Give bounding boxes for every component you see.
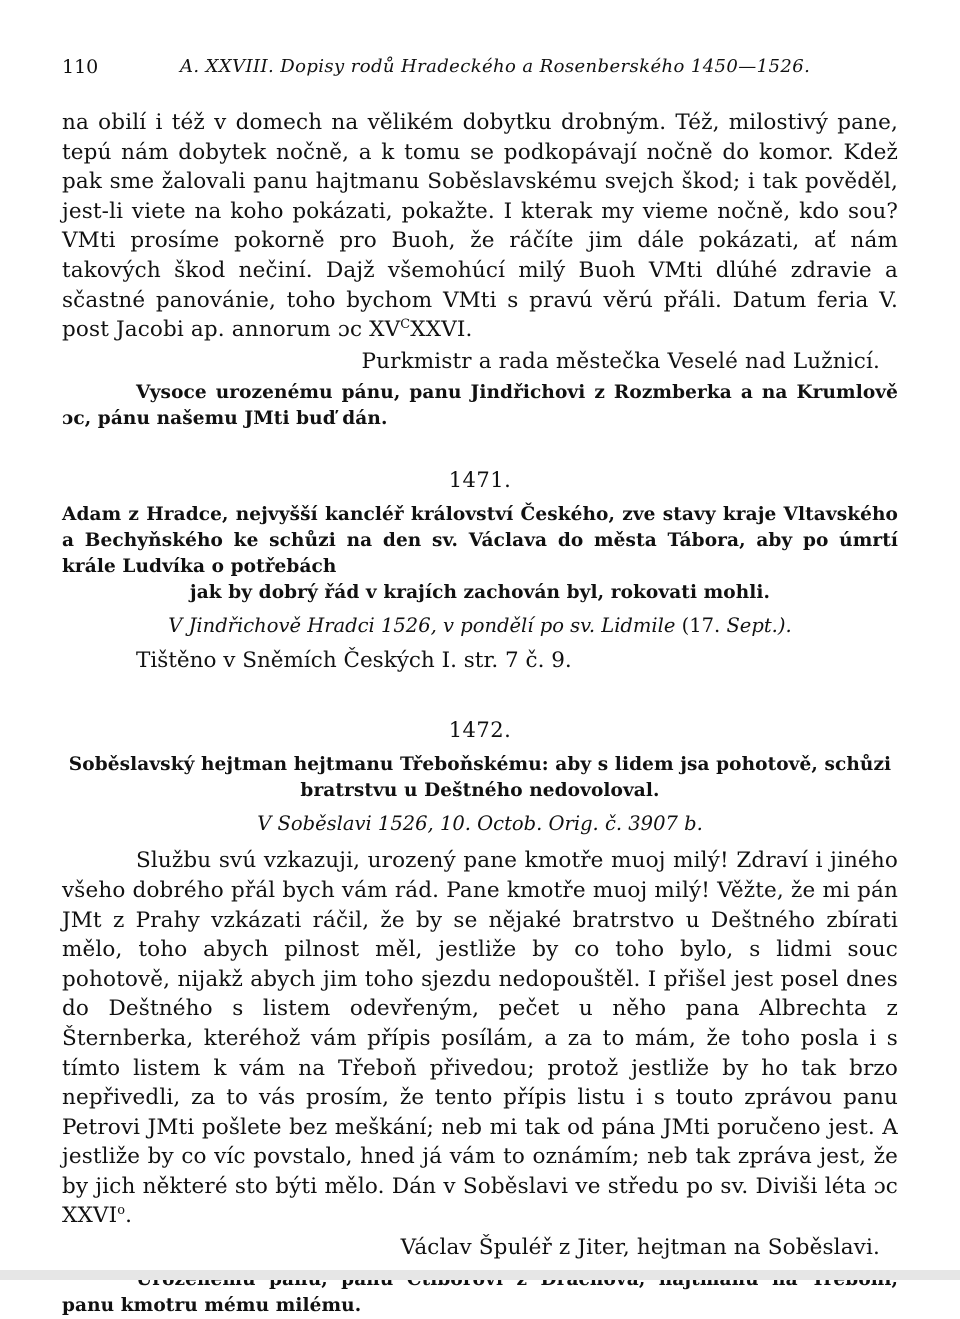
continued-letter-body: na obilí i též v domech na vělikém dobytku drobným. Též, milostivý pane, tepú nám dobytek nočně, a k tomu se podkopávají nočně do komor. Kdež pak sme žalovali panu hajtmanu Soběslavskému svejch škod; i tak pověděl, jest-li viete na koho pokázati, pokažte. I kterak my vieme nočně, kdo sou? VMti prosíme pokorně pro Buoh, že ráčíte jim dále pokázati, ať nám takových škod nečiní. Dajž všemohúcí milý Buoh VMti dlúhé zdravie a sčastné panovánie, toho bychom VMti s pravú věrú přáli. Datum feria V. post Jacobi ap. annorum ɔc XV [62, 110, 898, 343]
page-content [62, 108, 898, 1319]
page-header [62, 56, 898, 84]
document-number-1472: 1472. [448, 718, 512, 743]
summary-1471-line2: jak by dobrý řád v krajích zachován byl, rokovati mohli. [189, 582, 771, 604]
letter-signature-1: Purkmistr a rada městečka Veselé nad Lužnicí. [361, 348, 880, 374]
letter-body-1472-end: . [125, 1203, 133, 1229]
letter-body-1472-text: Službu svú vzkazuji, urozený pane kmotře muoj milý! Zdraví i jiného všeho dobrého přál bych vám rád. Pane kmotře muoj milý! Věžte, že mi pán JMt z Prahy vzkázati ráčil, že by se nějaké bratrstvo u Deštného zbírati mělo, toho abych pilnost měl, jestliže by co toho bylo, s lidmi souc pohotově, nijakž abych jim toho sjezdu nedopouštěl. I přišel jest posel dnes do Deštného s listem odevřeným, pečet u něho pana Albrechta z Šternberka, kteréhož vám přípis posílám, a za to mám, že toho posla i s tímto listem k vám na Třeboň přivedou; protož jestliže by ho tak brzo nepřivedli, za to vás prosím, že tento přípis listu i s touto zprávou panu Petrovi JMti pošlete bez meškání; neb mi tak od pána JMti poručeno jest. A jestliže by co víc povstalo, hned já vám to oznámím; neb tak zpráva jest, že by jich některé sto býti mělo. Dán v Soběslavi ve středu po sv. Diviši léta ɔc XXVI [62, 848, 898, 1229]
continued-letter-text [62, 108, 898, 345]
summary-1472: Soběslavský hejtman hejtmanu Třeboňskému: aby s lidem jsa pohotově, schůzi bratrstvu u Deštného nedovoloval. [68, 754, 892, 802]
printed-reference-1471: Tištěno v Sněmích Českých I. str. 7 č. 9. [136, 648, 572, 674]
document-number-1471: 1471. [448, 468, 512, 493]
continued-letter-year-tail: XXVI. [410, 317, 473, 343]
letter-signature-1472: Václav Špuléř z Jiter, hejtman na Soběslavi. [400, 1235, 880, 1261]
summary-1471-line1: Adam z Hradce, nejvyšší kancléř království Českého, zve stavy kraje Vltavského a Bechyňského ke schůzi na den sv. Václava do města Tábora, aby po úmrtí krále Ludvíka o potřebách [62, 504, 898, 578]
date-month-1471: Sept.). [726, 614, 792, 638]
date-line-1471 [62, 612, 898, 640]
date-line-1472: V Soběslavi 1526, 10. Octob. Orig. č. 3907 b. [257, 812, 703, 836]
century-superscript: C [400, 317, 411, 332]
letter-address-1: Vysoce urozenému pánu, panu Jindřichovi z Rozmberka a na Krumlově ɔc, pánu našemu JMti buď dán. [62, 382, 898, 430]
letter-address-1472: panu kmotru mému milému. [62, 1294, 362, 1316]
letter-body-1472 [62, 846, 898, 1231]
page-number: 110 [62, 56, 99, 78]
running-title: A. XXVIII. Dopisy rodů Hradeckého a Rosenberského 1450—1526. [180, 56, 811, 77]
date-place-1471: V Jindřichově Hradci 1526, v pondělí po sv. Lidmile [168, 614, 682, 638]
page-bottom-band [0, 1270, 960, 1280]
year-superscript: o [117, 1203, 126, 1219]
date-day-1471: (17. [681, 614, 727, 638]
